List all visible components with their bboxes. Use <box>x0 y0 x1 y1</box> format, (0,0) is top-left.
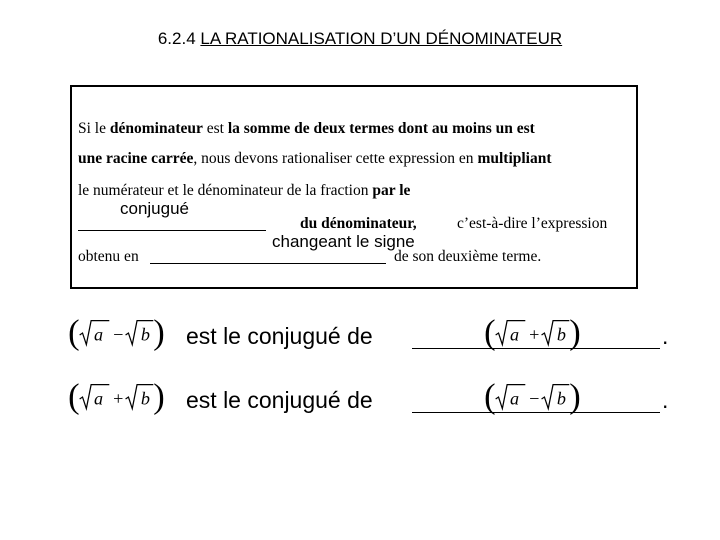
text: est <box>202 120 228 137</box>
bold-text: par le <box>372 182 411 199</box>
definition-line-4b <box>457 215 607 233</box>
bold-text: multipliant <box>477 150 552 167</box>
right-paren: ) <box>153 313 165 352</box>
conjugate-row-2 <box>0 376 720 426</box>
left-paren: ( <box>68 313 80 352</box>
definition-line-4a <box>300 215 417 233</box>
var-a: a <box>94 324 104 345</box>
operator: − <box>113 324 124 345</box>
right-paren: ) <box>569 313 581 352</box>
answer-conjugue: conjugué <box>120 199 190 218</box>
var-b: b <box>140 388 150 409</box>
right-expression <box>482 376 582 420</box>
right-expression <box>482 312 582 356</box>
left-expression <box>66 312 166 356</box>
var-b: b <box>556 388 566 409</box>
definition-line-3 <box>78 182 410 200</box>
text: de son deuxième terme. <box>394 248 542 265</box>
operator: + <box>113 388 124 409</box>
section-title: LA RATIONALISATION D’UN DÉNOMINATEUR <box>200 29 563 48</box>
conjugate-phrase: est le conjugué de <box>186 323 373 349</box>
bold-text: dénominateur <box>109 120 203 137</box>
definition-line-1 <box>78 120 535 138</box>
text: obtenu en <box>78 248 139 265</box>
text: , nous devons rationaliser cette expression en <box>193 150 478 167</box>
right-paren: ) <box>153 377 165 416</box>
operator: − <box>529 388 540 409</box>
definition-line-2 <box>78 150 552 168</box>
conjugate-row-1 <box>0 312 720 362</box>
bold-text: la somme de deux termes dont au moins un est <box>227 120 535 137</box>
definition-line-5a <box>78 248 139 266</box>
end-period: . <box>662 323 669 349</box>
answer-blank-1 <box>78 230 266 231</box>
definition-box <box>70 85 638 289</box>
var-a: a <box>510 388 520 409</box>
operator: + <box>529 324 540 345</box>
right-paren: ) <box>569 377 581 416</box>
left-paren: ( <box>484 377 496 416</box>
var-b: b <box>140 324 150 345</box>
left-expression <box>66 376 166 420</box>
bold-text: du dénominateur, <box>300 215 417 232</box>
answer-changeant-le-signe: changeant le signe <box>272 232 415 251</box>
var-b: b <box>556 324 566 345</box>
definition-line-5b <box>394 248 541 266</box>
bold-text: une racine carrée <box>78 150 194 167</box>
page-title <box>0 28 720 50</box>
var-a: a <box>510 324 520 345</box>
var-a: a <box>94 388 104 409</box>
left-paren: ( <box>484 313 496 352</box>
end-period: . <box>662 387 669 413</box>
section-number: 6.2.4 <box>157 29 196 48</box>
text: c’est-à-dire l’expression <box>457 215 608 232</box>
answer-blank-2 <box>150 263 386 264</box>
text: Si le <box>78 120 110 137</box>
conjugate-phrase: est le conjugué de <box>186 387 373 413</box>
text: le numérateur et le dénominateur de la fraction <box>78 182 373 199</box>
left-paren: ( <box>68 377 80 416</box>
